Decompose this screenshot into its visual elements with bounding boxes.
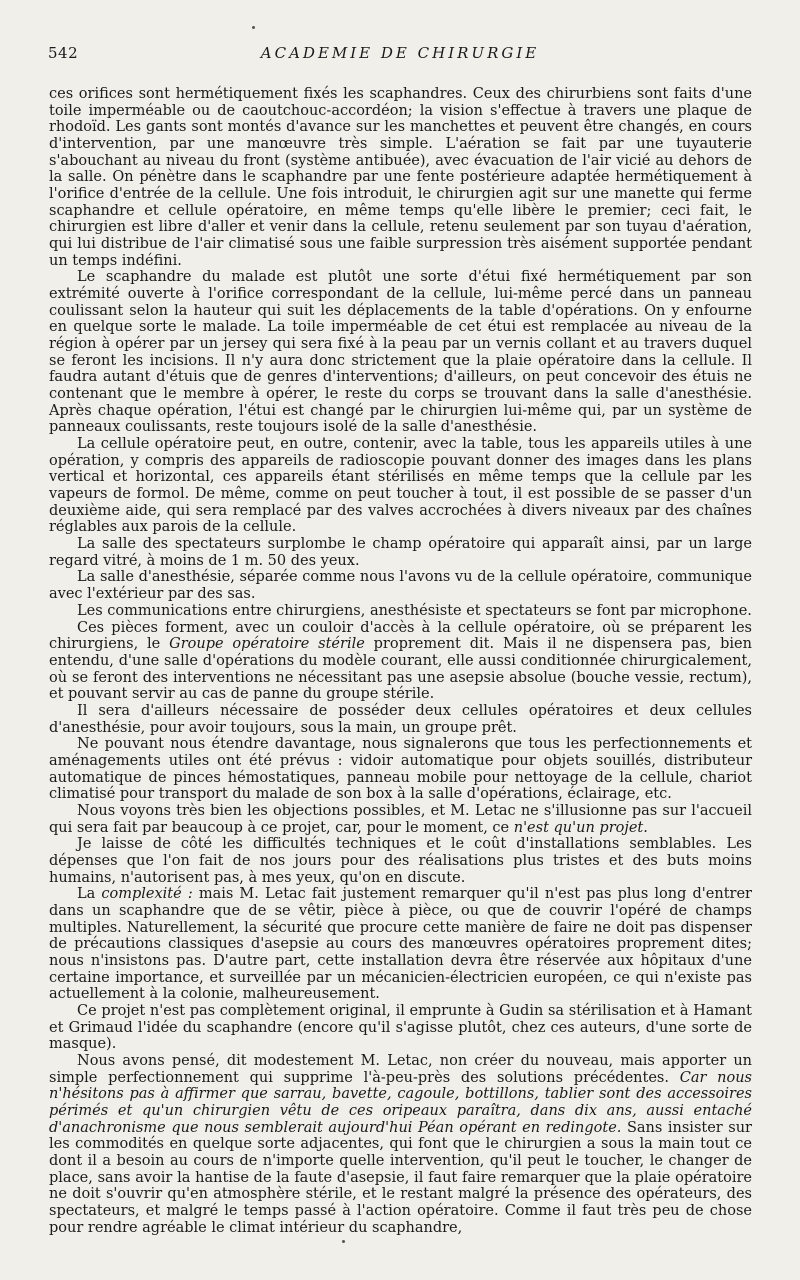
paragraph — [49, 1053, 752, 1236]
text-run: Les communications entre chirurgiens, anesthésiste et spectateurs se font par microphone. — [77, 602, 752, 619]
text-run: La salle des spectateurs surplombe le champ opératoire qui apparaît ainsi, par un large regard vitré, à moins de 1 m. 50 des yeux. — [49, 536, 752, 569]
page-number: 542 — [48, 44, 79, 62]
italic-text: n'est qu'un projet. — [513, 819, 648, 836]
paragraph — [49, 620, 752, 703]
running-title: ACADEMIE DE CHIRURGIE — [260, 44, 540, 62]
text-run: Ne pouvant nous étendre davantage, nous signalerons que tous les perfectionnements et aménagements utiles ont été prévus : vidoir automatique pour objets souillés, distributeur automatique de pinces hémostatiques, panneau mobile pour nettoyage de la cellule, chariot climatisé pour transport du malade de son box à la salle d'opérations, éclairage, etc. — [49, 736, 752, 803]
text-run: La cellule opératoire peut, en outre, contenir, avec la table, tous les appareils utiles à une opération, y compris des appareils de radioscopie pouvant donner des images dans les plans vertical et horizontal, ces appareils étant stérilisés en même temps que la cellule par les vapeurs de formol. De même, comme on peut toucher à tout, il est possible de se passer d'un deuxième aide, qui sera remplacé par des valves accrochées à divers niveaux par des chaînes réglables aux parois de la cellule. — [49, 436, 752, 536]
text-run: Sans insister sur les commodités en quelque sorte adjacentes, qui font que le chirurgien a sous la main tout ce dont il a besoin au cours de n'importe quelle intervention, qu'il peut le toucher, le changer de place, sans avoir la hantise de la faute d'asepsie, il faut faire remarquer que la plaie opératoire ne doit s'ouvrir qu'en atmosphère stérile, et le restant malgré la présence des opérateurs, des spectateurs, et malgré le temps passé à l'action opératoire. Comme il faut très peu de chose pour rendre agréable le climat intérieur du scaphandre, — [49, 1119, 752, 1236]
paragraph — [49, 603, 752, 620]
text-run: La salle d'anesthésie, séparée comme nous l'avons vu de la cellule opératoire, communique avec l'extérieur par des sas. — [49, 569, 752, 603]
text-run: Il sera d'ailleurs nécessaire de posséder deux cellules opératoires et deux cellules d'anesthésie, pour avoir toujours, sous la main, un groupe prêt. — [49, 702, 752, 736]
italic-text: Groupe opératoire stérile — [169, 636, 365, 653]
paragraph — [49, 269, 752, 436]
text-run: Le scaphandre du malade est plutôt une sorte d'étui fixé hermétiquement par son extrémité ouverte à l'orifice correspondant de la cellule, lui-même percé dans un panneau coulissant selon la hauteur qui suit les déplacements de la table d'opérations. On y enfourne en quelque sorte le malade. La toile imperméable de cet étui est remplacée au niveau de la région à opérer par un jersey qui sera fixé à la peau par un vernis collant et au travers duquel se feront les incisions. Il n'y aura donc strictement que la plaie opératoire dans la cellule. Il faudra autant d'étuis que de genres d'interventions; d'ailleurs, on peut concevoir des étuis ne contenant que le membre à opérer, le reste du corps se trouvant dans la salle d'anesthésie. Après chaque opération, l'étui est changé par le chirurgien lui-même qui, par un système de panneaux coulissants, reste toujours isolé de la salle d'anesthésie. — [49, 269, 752, 436]
paragraph — [49, 803, 752, 836]
italic-text: Car nous n'hésitons pas à affirmer que sarrau, bavette, cagoule, bottillons, tablier sont des accessoires périmés et qu'un chirurgien vêtu de ces oripeaux paraîtra, dans dix ans, aussi entaché d'anachronisme que nous semblerait aujourd'hui Péan opérant en redingote. — [49, 1069, 752, 1136]
text-run: mais M. Letac fait justement remarquer qu'il n'est pas plus long d'entrer dans un scaphandre que de se vêtir, pièce à pièce, ou que de couvrir l'opéré de champs multiples. Naturellement, la sécurité que procure cette manière de faire ne doit pas dispenser de précautions classiques d'asepsie au cours des manœuvres opératoires proprement dites; nous n'insistons pas. D'autre part, cette installation devra être réservée aux hôpitaux d'une certaine importance, et surveillée par un mécanicien-électricien européen, ce qui n'existe pas actuellement à la colonie, malheureusement. — [49, 886, 752, 1003]
paragraph — [49, 436, 752, 536]
top-ink-dot — [252, 26, 255, 29]
text-run: Nous avons pensé, dit modestement M. Letac, non créer du nouveau, mais apporter un simple perfectionnement qui supprime l'à-peu-près des solutions précédentes. — [49, 1052, 752, 1086]
paragraph — [49, 1003, 752, 1053]
text-run: Nous voyons très bien les objections possibles, et M. Letac ne s'illusionne pas sur l'accueil qui sera fait par beaucoup à ce projet, car, pour le moment, ce — [49, 802, 752, 836]
paragraph — [49, 536, 752, 569]
text-run: Ces pièces forment, avec un couloir d'accès à la cellule opératoire, où se préparent les chirurgiens, le — [49, 619, 752, 653]
bottom-ink-dot — [342, 1240, 345, 1243]
italic-text: complexité : — [101, 886, 193, 903]
paragraph — [49, 86, 752, 269]
paragraph — [49, 736, 752, 803]
text-run: proprement dit. Mais il ne dispensera pas, bien entendu, d'une salle d'opérations du modèle courant, elle aussi conditionnée chirurgicalement, où se feront des interventions ne nécessitant pas une asepsie absolue (bouche vessie, rectum), et pouvant servir au cas de panne du groupe stérile. — [49, 636, 752, 703]
page-header — [48, 44, 752, 66]
paragraph — [49, 569, 752, 602]
paragraph — [49, 703, 752, 736]
text-run: La — [77, 886, 102, 903]
paragraph — [49, 836, 752, 886]
body-text — [49, 86, 752, 1236]
paragraph — [49, 886, 752, 1003]
text-run: ces orifices sont hermétiquement fixés les scaphandres. Ceux des chirurbiens sont faits d'une toile imperméable ou de caoutchouc-accordéon; la vision s'effectue à travers une plaque de rhodoïd. Les gants sont montés d'avance sur les manchettes et peuvent être changés, en cours d'intervention, par une manœuvre très simple. L'aération se fait par une tuyauterie s'abouchant au niveau du front (système antibuée), avec évacuation de l'air vicié au dehors de la salle. On pénètre dans le scaphandre par une fente postérieure adaptée hermétiquement à l'orifice d'entrée de la cellule. Une fois introduit, le chirurgien agit sur une manette qui ferme scaphandre et cellule opératoire, en même temps qu'elle libère le premier; ceci fait, le chirurgien est libre d'aller et venir dans la cellule, retenu seulement par son tuyau d'aération, qui lui distribue de l'air climatisé sous une faible surpression très aisément supportée pendant un temps indéfini. — [49, 86, 752, 269]
text-run: Je laisse de côté les difficultés techniques et le coût d'installations semblables. Les dépenses que l'on fait de nos jours pour des réalisations plus tristes et des buts moins humains, n'autorisent pas, à mes yeux, qu'on en discute. — [49, 836, 752, 886]
text-run: Ce projet n'est pas complètement original, il emprunte à Gudin sa stérilisation et à Hamant et Grimaud l'idée du scaphandre (encore qu'il s'agisse plutôt, chez ces auteurs, d'une sorte de masque). — [49, 1002, 752, 1053]
